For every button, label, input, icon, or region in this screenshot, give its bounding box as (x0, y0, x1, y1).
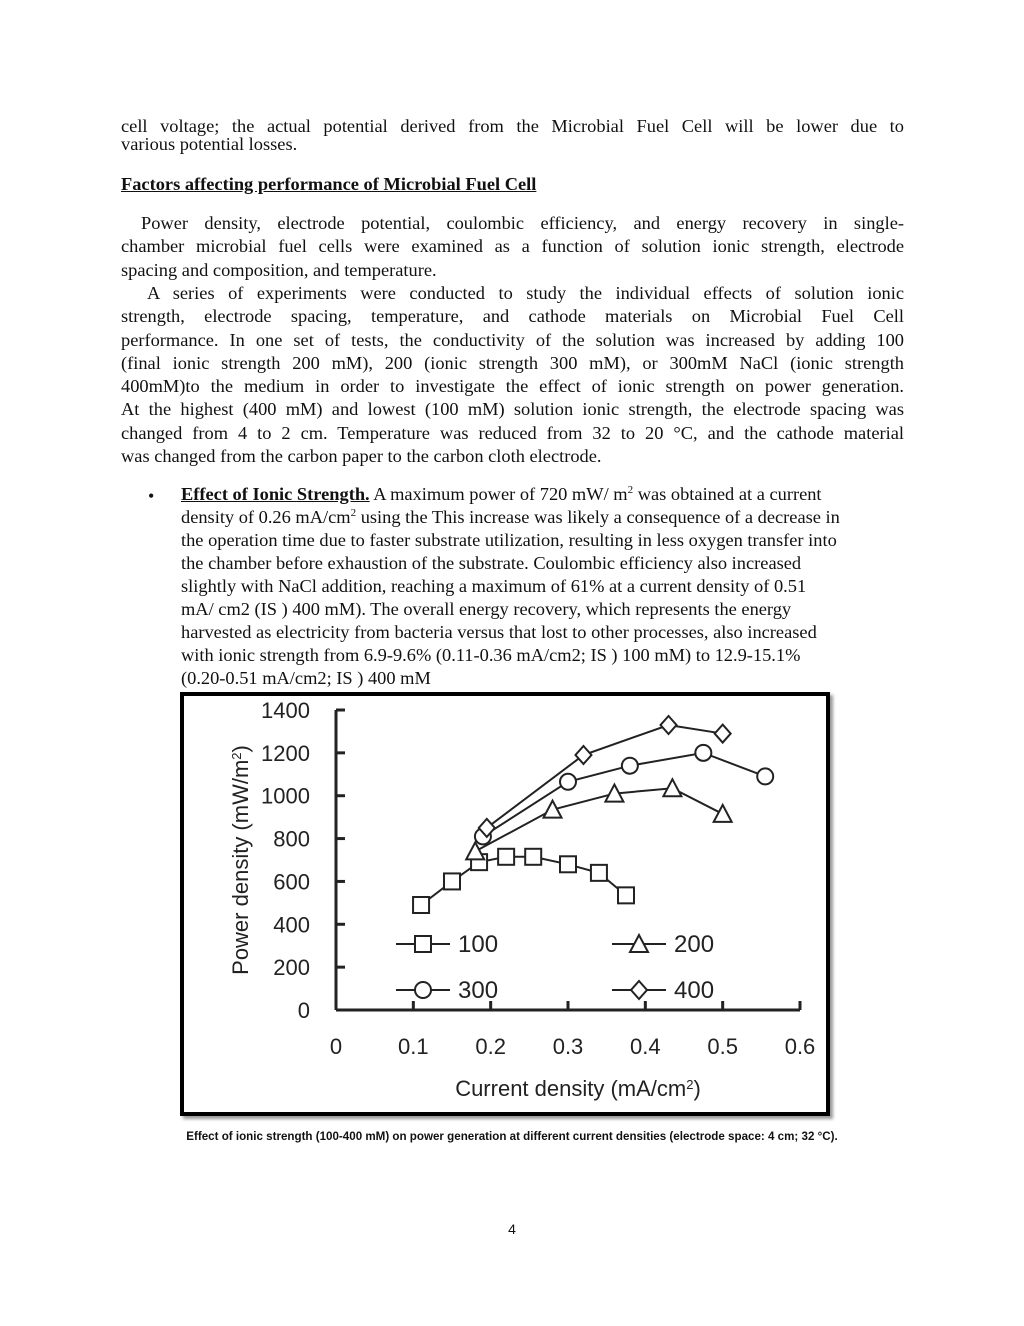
bullet-text: density of 0.26 mA/cm (181, 507, 351, 527)
data-point-200 (663, 779, 681, 796)
x-tick-label: 0.4 (630, 1034, 661, 1059)
intro-paragraph (121, 117, 904, 153)
figure-caption: Effect of ionic strength (100-400 mM) on power generation at different current densities (electrode space: 4 cm; 32 °C). (186, 1130, 838, 1143)
text-line: (final ionic strength 200 mM), 200 (ionic strength 300 mM), or 300mM NaCl (ionic strength (121, 352, 904, 373)
bullet-line: with ionic strength from 6.9-9.6% (0.11-0.36 mA/cm2; IS ) 100 mM) to 12.9-15.1% (181, 645, 801, 665)
y-tick-label: 400 (273, 912, 310, 938)
legend-label-100: 100 (458, 931, 499, 958)
y-tick-label: 800 (273, 826, 310, 852)
page-number: 4 (508, 1221, 516, 1237)
bullet-icon: • (148, 486, 155, 506)
text-line: changed from 4 to 2 cm. Temperature was reduced from 32 to 20 °C, and the cathode material (121, 422, 904, 443)
paragraph-1 (121, 212, 904, 282)
x-tick-label: 0 (329, 1034, 343, 1059)
data-point-100 (444, 873, 460, 889)
data-point-300 (695, 745, 711, 761)
series-line-400 (487, 725, 723, 828)
text-line: strength, electrode spacing, temperature, and cathode materials on Microbial Fuel Cell (121, 306, 904, 327)
text-line: was changed from the carbon paper to the carbon cloth electrode. (121, 446, 602, 467)
y-tick-label: 600 (273, 869, 310, 895)
y-tick-label: 0 (297, 998, 310, 1023)
bullet-line (181, 483, 911, 506)
x-tick-label: 0.5 (707, 1034, 738, 1059)
data-point-300 (560, 774, 576, 790)
data-point-100 (413, 897, 429, 913)
data-point-200 (544, 801, 562, 818)
y-tick-label: 1000 (261, 783, 310, 809)
superscript: 2 (350, 507, 357, 519)
text-line: At the highest (400 mM) and lowest (100 mM) solution ionic strength, the electrode spacing was (121, 399, 904, 420)
legend-label-400: 400 (674, 977, 715, 1004)
text-line: chamber microbial fuel cells were examined as a function of solution ionic strength, electrode (121, 236, 904, 257)
data-point-100 (618, 887, 634, 903)
bullet-line: (0.20-0.51 mA/cm2; IS ) 400 mM (181, 668, 431, 688)
x-axis-label: Current density $(mA/cm^2)$ (455, 1076, 701, 1101)
x-tick-label: 0.2 (475, 1034, 506, 1059)
data-point-100 (591, 865, 607, 881)
y-tick-label: 1400 (261, 698, 310, 723)
legend-label-200: 200 (674, 931, 715, 958)
x-tick-label: 0.6 (784, 1034, 816, 1059)
intro-line: various potential losses. (121, 134, 298, 154)
chart-svg (184, 696, 826, 1112)
legend-marker-100 (415, 936, 431, 952)
legend-marker-400 (631, 981, 647, 999)
bullet-line (181, 506, 911, 529)
y-tick-label: 1200 (261, 740, 310, 766)
text-line: 400mM)to the medium in order to investigate the effect of ionic strength on power generation. (121, 376, 904, 397)
bullet-line: slightly with NaCl addition, reaching a maximum of 61% at a current density of 0.51 (181, 576, 807, 596)
bullet-line: harvested as electricity from bacteria versus that lost to other processes, also increased (181, 622, 817, 642)
bullet-line: mA/ cm2 (IS ) 400 mM). The overall energy recovery, which represents the energy (181, 599, 792, 619)
bullet-line: the operation time due to faster substrate utilization, resulting in less oxygen transfer into (181, 530, 837, 550)
bullet-paragraph (181, 483, 911, 690)
text-line: A series of experiments were conducted to study the individual effects of solution ionic (147, 283, 904, 303)
section-heading: Factors affecting performance of Microbial Fuel Cell (121, 174, 537, 194)
data-point-300 (757, 768, 773, 784)
y-axis-label: Power density $(mW/m^2)$ (228, 745, 253, 975)
legend-label-300: 300 (458, 977, 499, 1004)
y-tick-label: 200 (273, 955, 310, 981)
data-point-200 (714, 805, 732, 822)
text-line: spacing and composition, and temperature. (121, 259, 437, 280)
bullet-text: was obtained at a current (633, 484, 822, 504)
data-point-300 (622, 758, 638, 774)
figure-power-density (180, 692, 830, 1116)
data-point-100 (525, 849, 541, 865)
data-point-400 (715, 725, 731, 743)
text-line: performance. In one set of tests, the conductivity of the solution was increased by adding 100 (121, 329, 904, 350)
bullet-text: A maximum power of 720 mW/ m (369, 484, 628, 504)
bullet-text: using the This increase was likely a consequence of a decrease in (356, 507, 840, 527)
bullet-line: the chamber before exhaustion of the substrate. Coulombic efficiency also increased (181, 553, 802, 573)
bullet-lead: Effect of Ionic Strength. (181, 484, 370, 504)
series-line-200 (475, 788, 722, 851)
data-point-100 (498, 849, 514, 865)
paragraph-2 (121, 282, 904, 468)
text-line: Power density, electrode potential, coulombic efficiency, and energy recovery in single- (141, 213, 904, 233)
data-point-100 (560, 856, 576, 872)
x-tick-label: 0.1 (398, 1034, 429, 1059)
data-point-400 (661, 716, 677, 734)
intro-line: cell voltage; the actual potential derived from the Microbial Fuel Cell will be lower due to (121, 116, 904, 136)
superscript: 2 (627, 484, 634, 496)
x-tick-label: 0.3 (552, 1034, 584, 1059)
data-point-400 (575, 746, 591, 764)
legend-marker-300 (415, 982, 431, 998)
